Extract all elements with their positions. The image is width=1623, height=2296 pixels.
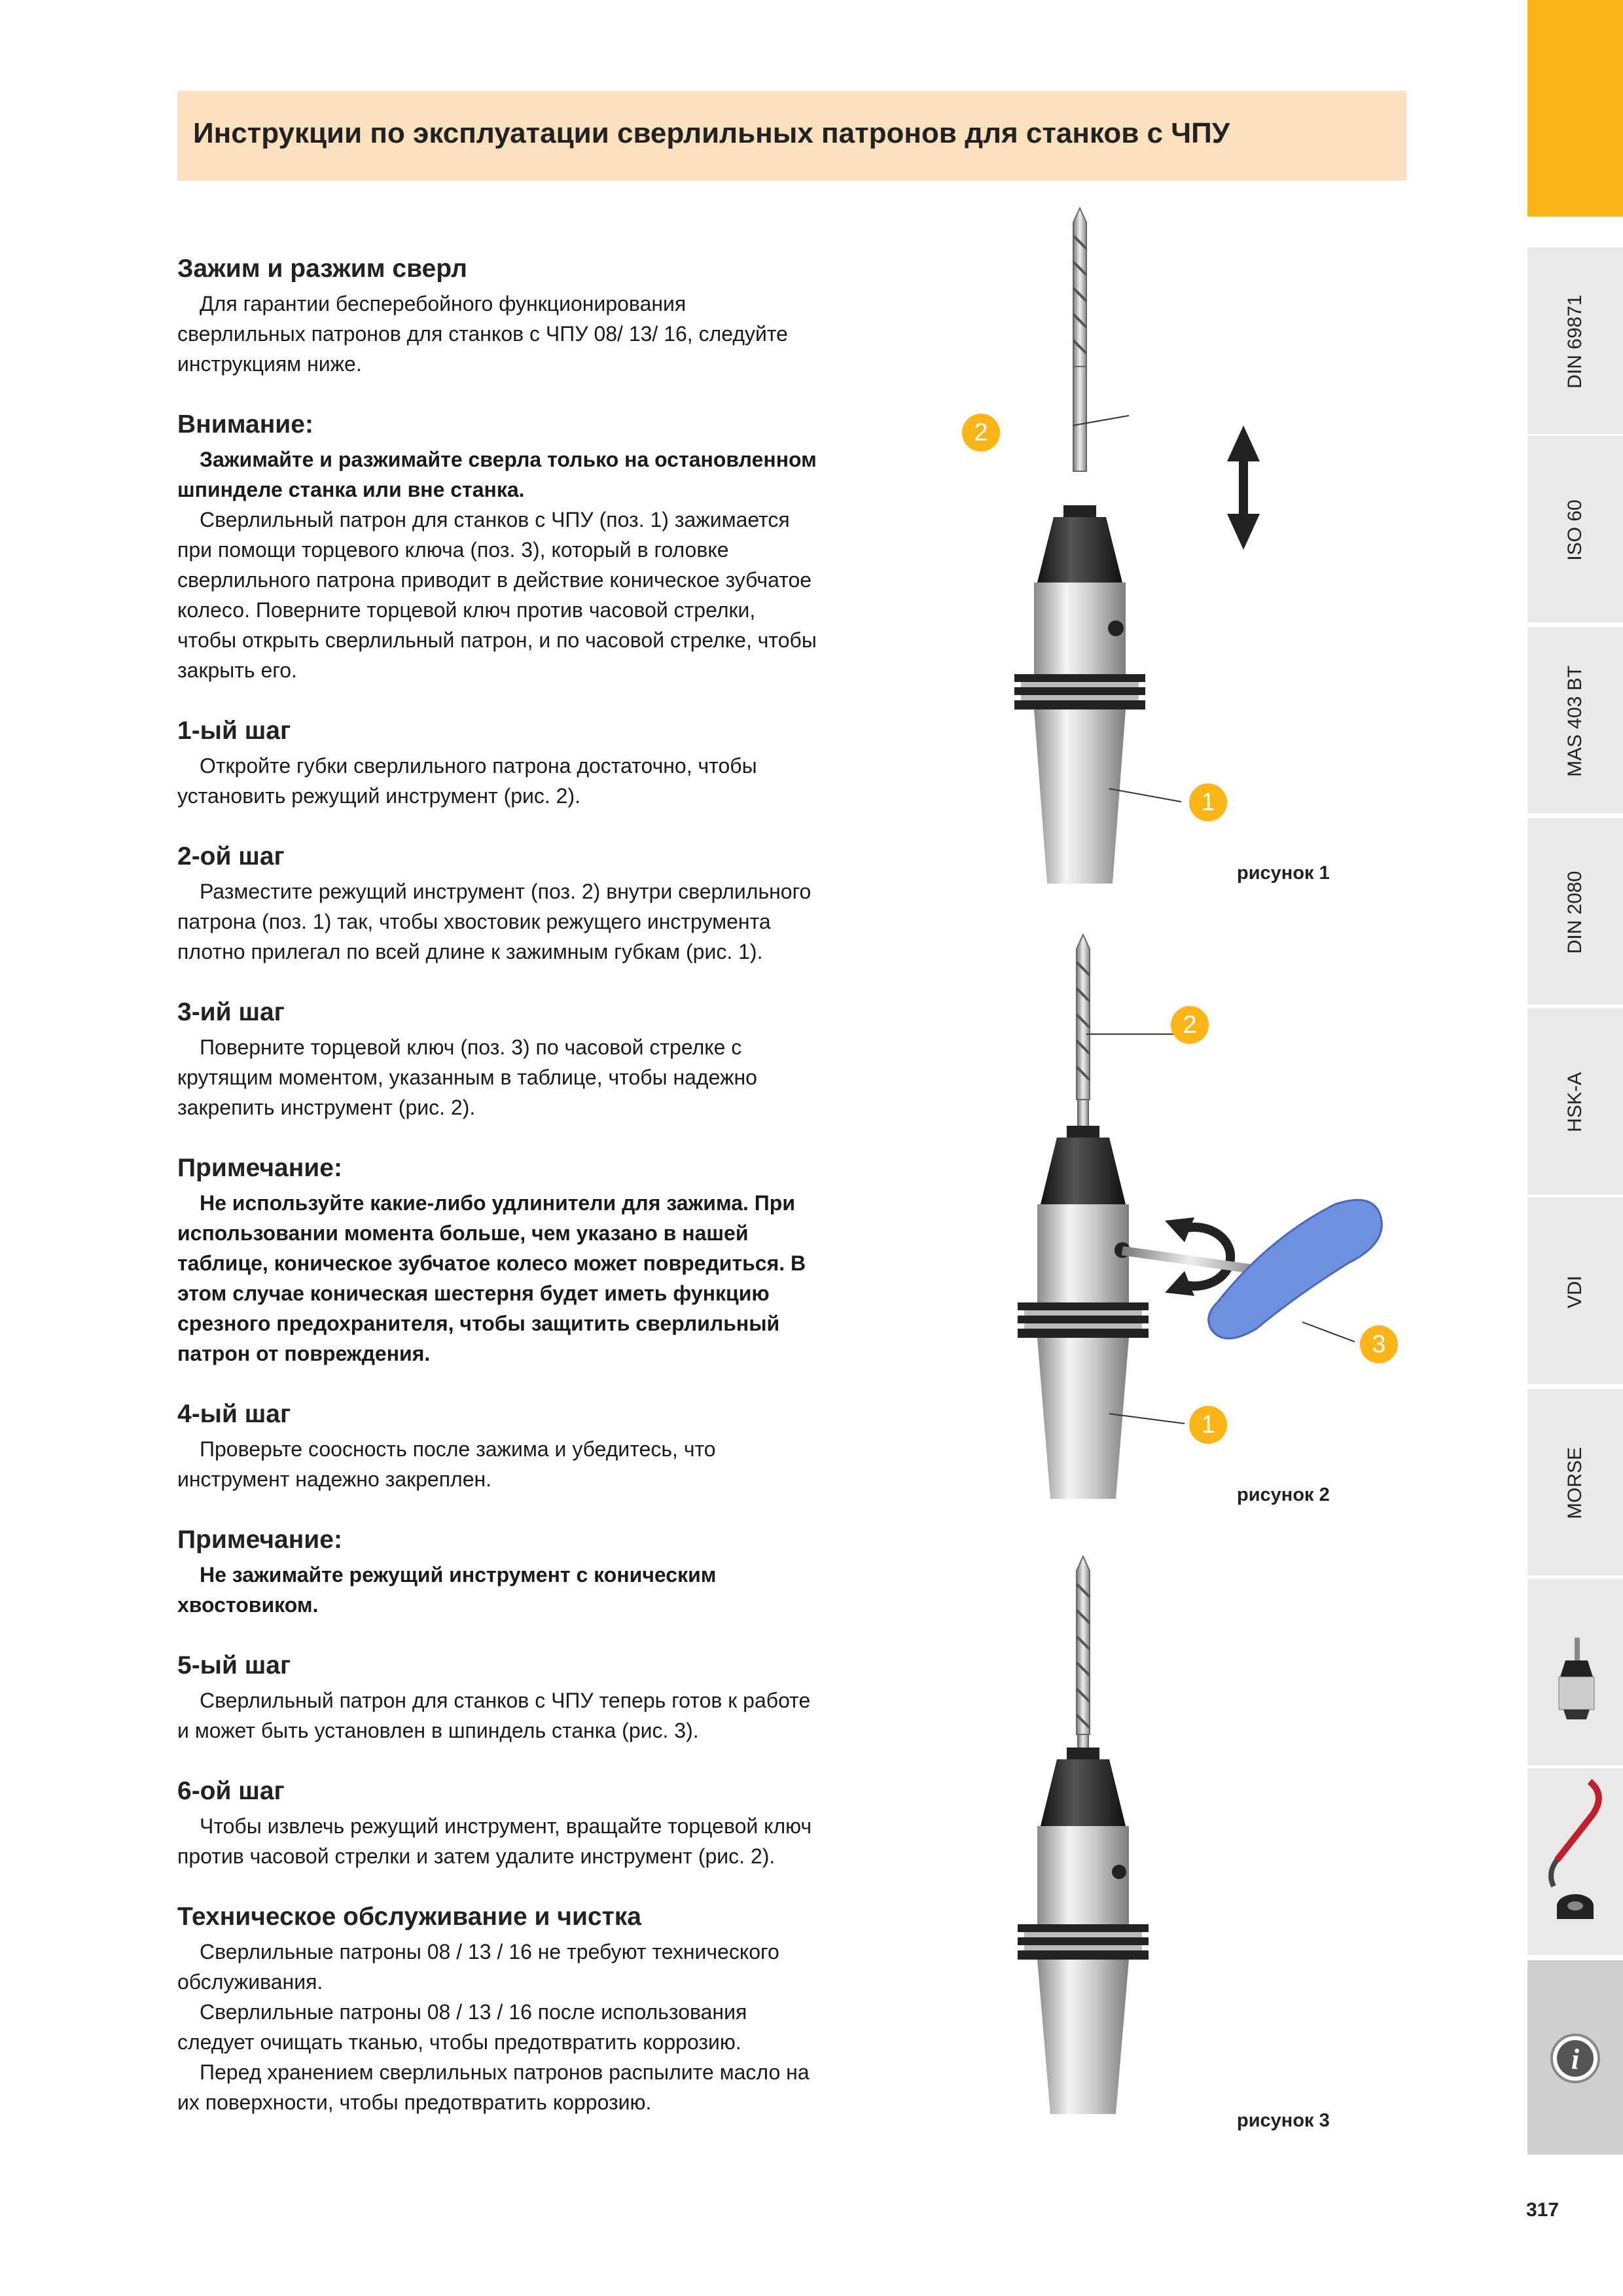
drill-chuck (1018, 1126, 1149, 1499)
section (177, 408, 819, 685)
section-text: Откройте губки сверлильного патрона достаточно, чтобы установить режущий инструмент (рис. 2). (177, 754, 757, 808)
section-heading: Примечание: (177, 1154, 342, 1182)
tab-din-69871[interactable] (1527, 247, 1623, 436)
section (177, 1649, 819, 1746)
callout-1: 1 (1189, 1406, 1227, 1444)
t-key-wrench (1122, 1200, 1382, 1338)
title-bar (177, 91, 1406, 181)
section-heading: Примечание: (177, 1526, 342, 1554)
page-number: 317 (1526, 2199, 1560, 2221)
svg-text:i: i (1571, 2043, 1580, 2075)
tab-label: VDI (1564, 1275, 1586, 1309)
section (177, 714, 819, 811)
section-text: Чтобы извлечь режущий инструмент, вращайте торцевой ключ против часовой стрелки и затем удалите инструмент (рис. 2). (177, 1814, 812, 1868)
section-text: Поверните торцевой ключ (поз. 3) по часовой стрелке с крутящим моментом, указанным в таблице, чтобы надежно закрепить инструмент (рис. 2). (177, 1035, 757, 1119)
tab-label: MORSE (1564, 1446, 1586, 1520)
side-tabs (1527, 0, 1623, 2157)
section (177, 1523, 819, 1620)
section-text: Сверлильные патроны 08 / 13 / 16 после использования следует очищать тканью, чтобы предотвратить коррозию. (177, 2000, 747, 2054)
callout-1: 1 (1189, 783, 1227, 821)
info-icon (1527, 1960, 1623, 2157)
section-heading: Зажим и разжим сверл (177, 255, 467, 283)
drill-bit (1073, 208, 1086, 471)
section-text: Разместите режущий инструмент (поз. 2) внутри сверлильного патрона (поз. 1) так, чтобы хвостовик режущего инструмента плотно прилегал по всей длине к зажимным губкам (рис. 1). (177, 880, 812, 963)
warning-text: Зажимайте и разжимайте сверла только на остановленном шпинделе станка или вне станка. (177, 448, 817, 501)
tab-morse[interactable] (1527, 1389, 1623, 1577)
tab-label: ISO 60 (1564, 499, 1586, 561)
section-heading: 1-ый шаг (177, 717, 291, 745)
section-text: Проверьте соосность после зажима и убедитесь, что инструмент надежно закреплен. (177, 1437, 716, 1491)
section-heading: 2-ой шаг (177, 842, 285, 870)
drill-chuck (1018, 1748, 1149, 2114)
section (177, 840, 819, 967)
accent-tab (1527, 0, 1623, 217)
callout-2: 2 (1171, 1006, 1209, 1044)
tab-din-2080[interactable] (1527, 818, 1623, 1007)
tab-label: DIN 69871 (1564, 295, 1586, 389)
section-text: Сверлильный патрон для станков с ЧПУ теперь готов к работе и может быть установлен в шпиндель станка (рис. 3). (177, 1689, 811, 1742)
section-heading: 6-ой шаг (177, 1777, 285, 1805)
drill-bit (1077, 1556, 1090, 1774)
section (177, 996, 819, 1122)
section-heading: 3-ий шаг (177, 998, 285, 1026)
warning-text: Не используйте какие-либо удлинители для зажима. При использовании момента больше, чем указано в нашей таблице, коническое зубчатое колесо может повредиться. В этом случае коническая шестерня будет иметь функцию срезного предохранителя, чтобы защитить сверлильный патрон от повреждения. (177, 1191, 806, 1365)
section-heading: Внимание: (177, 410, 313, 439)
tab-drill-chuck[interactable] (1527, 1579, 1623, 1767)
callout-line (1109, 789, 1181, 802)
section-text: Перед хранением сверлильных патронов распылите масло на их поверхности, чтобы предотвратить коррозию. (177, 2060, 810, 2114)
figure-1-caption: рисунок 1 (1237, 863, 1330, 884)
section-heading: 4-ый шаг (177, 1400, 291, 1428)
figure-2-caption: рисунок 2 (1237, 1484, 1330, 1505)
drill-chuck-icon (1527, 1579, 1623, 1767)
tab-iso-60[interactable] (1527, 436, 1623, 624)
section-heading: Техническое обслуживание и чистка (177, 1903, 641, 1931)
tab-label: HSK-A (1564, 1072, 1586, 1132)
callout-line (1302, 1322, 1355, 1342)
section-text: Сверлильные патроны 08 / 13 / 16 не требуют технического обслуживания. (177, 1940, 779, 1994)
up-down-arrow-icon (1227, 425, 1260, 550)
tab-label: DIN 2080 (1564, 870, 1586, 954)
tab-info[interactable] (1527, 1960, 1623, 2157)
figure-3 (969, 1551, 1230, 2127)
figure-1 (969, 203, 1335, 890)
instructions-text (177, 252, 819, 2146)
figure-3-caption: рисунок 3 (1237, 2110, 1330, 2131)
warning-text: Не зажимайте режущий инструмент с коническим хвостовиком. (177, 1563, 717, 1617)
callout-3: 3 (1360, 1325, 1398, 1363)
section-text: Сверлильный патрон для станков с ЧПУ (поз. 1) зажимается при помощи торцевого ключа (поз. 3), который в головке сверлильного патрона приводит в действие коническое зубчатое колесо. Поверните торцевой ключ против часовой стрелки, чтобы открыть сверлильный патрон, и по часовой стрелке, чтобы закрыть его. (177, 508, 817, 682)
tab-vdi[interactable] (1527, 1198, 1623, 1386)
section (177, 1397, 819, 1494)
spanner-wrench-icon (1527, 1768, 1623, 1957)
section (177, 1900, 819, 2117)
callout-2: 2 (962, 414, 1000, 452)
section-heading: 5-ый шаг (177, 1651, 291, 1679)
section (177, 1774, 819, 1871)
section-text: Для гарантии бесперебойного функционирования сверлильных патронов для станков с ЧПУ 08/ 13/ 16, следуйте инструкциям ниже. (177, 292, 788, 376)
section (177, 1151, 819, 1369)
drill-chuck (1014, 505, 1145, 884)
section (177, 252, 819, 379)
tab-hsk-a[interactable] (1527, 1008, 1623, 1196)
page-title: Инструкции по эксплуатации сверлильных патронов для станков с ЧПУ (193, 117, 1230, 149)
tab-mas-403-bt[interactable] (1527, 627, 1623, 816)
tab-wrench[interactable] (1527, 1768, 1623, 1957)
tab-label: MAS 403 BT (1564, 665, 1586, 778)
